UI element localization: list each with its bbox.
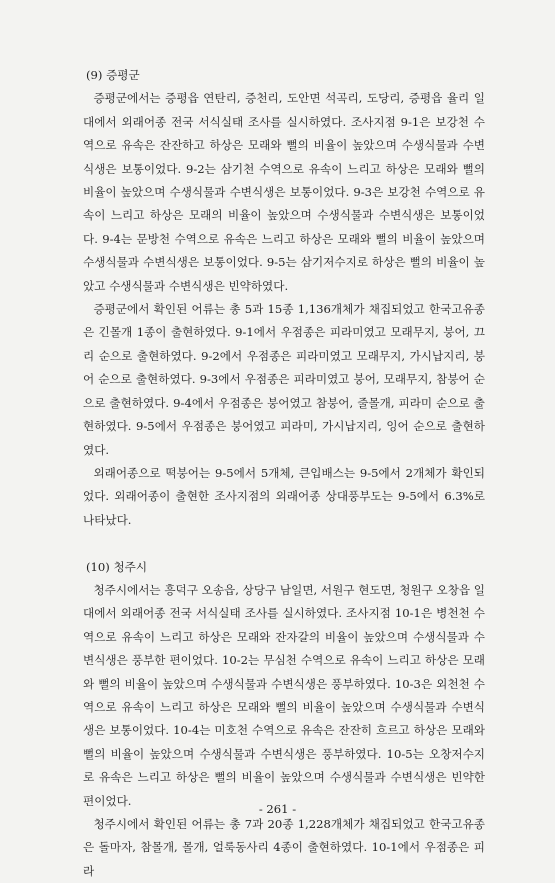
section-heading-jeungpyeong: (9) 증평군 [86,68,140,82]
section-spacer [83,532,485,555]
paragraph: 증평군에서 확인된 어류는 총 5과 15종 1,136개체가 채집되었고 한국고유종은 긴몰개 1종이 출현하였다. 9-1에서 우점종은 피라미였고 모래무지, 붕어, 끄리 순으로 출현하였다. 9-2에서 우점종은 피라미였고 모래무지, 가시납지리, 붕어 순으로 출현하였다. 9-3에서 우점종은 피라미였고 붕어, 모래무지, 참붕어 순으로 출현하였다. 9-4에서 우점종은 붕어였고 참붕어, 줄몰개, 피라미 순으로 출현하였다. 9-5에서 우점종은 붕어였고 피라미, 가시납지리, 잉어 순으로 출현하였다. [83,302,485,457]
page-body [83,64,485,883]
paragraph: 외래어종으로 떡붕어는 9-5에서 5개체, 큰입배스는 9-5에서 2개체가 확인되었다. 외래어종이 출현한 조사지점의 외래어종 상대풍부도는 9-5에서 6.3%로 나타났다. [83,465,485,527]
page-number: - 261 - [258,802,297,816]
section-heading-cheongju: (10) 청주시 [86,559,148,574]
paragraph: 청주시에서는 흥덕구 오송읍, 상당구 남일면, 서원구 현도면, 청원구 오창읍 일대에서 외래어종 전국 서식실태 조사를 실시하였다. 조사지점 10-1은 병천천 수역으로 유속이 느리고 하상은 모래와 잔자갈의 비율이 높았으며 수생식물과 수변식생은 풍부한 편이었다. 10-2는 무심천 수역으로 유속이 느리고 하상은 모래와 뻘의 비율이 높았으며 수생식물과 수변식생은 풍부하였다. 10-3은 외천천 수역으로 유속이 느리고 하상은 모래와 뻘의 비율이 높았으며 수생식물과 수변식생은 보통이었다. 10-4는 미호천 수역으로 유속은 잔잔히 흐르고 하상은 모래와 뻘의 비율이 높았으며 수생식물과 수변식생은 풍부하였다. 10-5는 오창저수지로 유속은 느리고 하상은 뻘의 비율이 높았으며 수생식물과 수변식생은 빈약한 편이었다. [83,582,485,808]
paragraph: 증평군에서는 증평읍 연탄리, 증천리, 도안면 석곡리, 도당리, 증평읍 율리 일대에서 외래어종 전국 서식실태 조사를 실시하였다. 조사지점 9-1은 보강천 수역으로 유속은 잔잔하고 하상은 모래와 뻘의 비율이 높았으며 수생식물과 수변식생은 보통이었다. 9-2는 삼기천 수역으로 유속이 느리고 하상은 모래와 뻘의 비율이 높았으며 수생식물과 수변식생은 보통이었다. 9-3은 보강천 수역으로 유속이 느리고 하상은 모래의 비율이 높았으며 수생식물과 수변식생은 보통이었다. 9-4는 문방천 수역으로 유속은 느리고 하상은 모래와 뻘의 비율이 높았으며 수생식물과 수변식생은 보통이었다. 9-5는 삼기저수지로 하상은 뻘의 비율이 높았고 수생식물과 수변식생은 빈약하였다. [83,91,485,293]
paragraph: 청주시에서 확인된 어류는 총 7과 20종 1,228개체가 채집되었고 한국고유종은 돌마자, 참몰개, 몰개, 얼룩동사리 4종이 출현하였다. 10-1에서 우점종은 피라 [83,816,485,878]
